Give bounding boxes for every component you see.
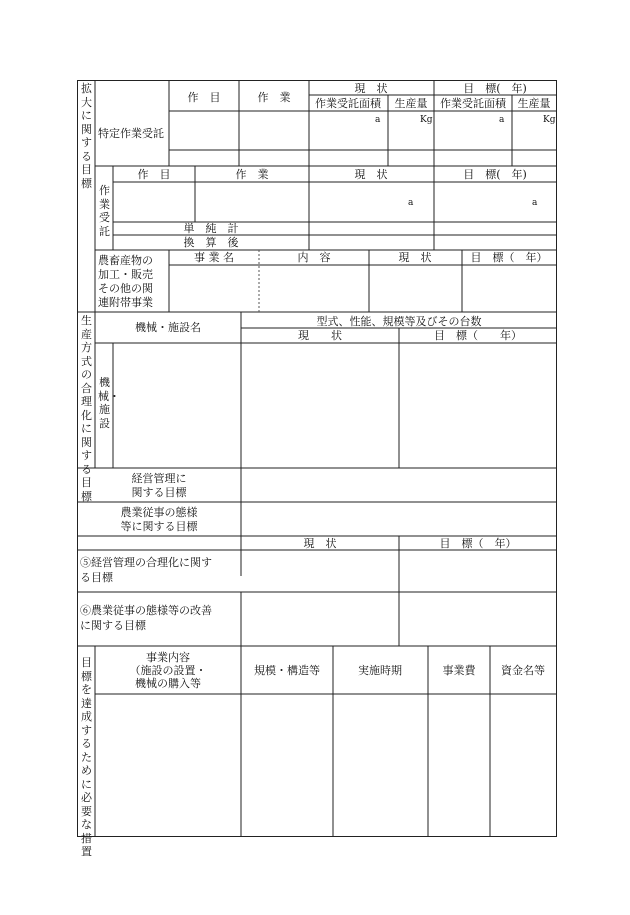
b2-unit-a1: a xyxy=(408,198,414,208)
mid-mokuhyo-header: 目 標（ 年） xyxy=(439,537,517,550)
b1-unit-a2: a xyxy=(499,115,505,125)
jisshi-header: 実施時期 xyxy=(358,664,402,677)
b2-kansan-label: 換 算 後 xyxy=(183,236,239,249)
b1-mokuhyo-header: 目 標( 年) xyxy=(463,82,527,95)
keiei-label-line2: 関する目標 xyxy=(131,486,187,499)
shikin-header: 資金名等 xyxy=(501,664,545,677)
b1-label: 特定作業受託 xyxy=(98,127,164,140)
seisan-side-label: 生産方式の合理化に関する目標 xyxy=(81,314,92,503)
jigyo-naiyo-line2: （施設の設置・ xyxy=(129,664,207,677)
b1-unit-a1: a xyxy=(375,115,381,125)
b1-area1-header: 作業受託面積 xyxy=(315,97,381,110)
sochi-side-label: 目標を達成するために必要な措置 xyxy=(81,656,92,858)
b2-sagyo-header: 作 業 xyxy=(235,168,269,181)
b2-sakumoku-header: 作 目 xyxy=(137,168,171,181)
form-sheet xyxy=(77,80,557,858)
b3-jigyomei-header: 事 業 名 xyxy=(194,251,234,264)
item6-line1: ⑥農業従事の態様等の改善 xyxy=(80,604,212,617)
b1-sakumoku-header: 作 目 xyxy=(187,91,221,104)
top-side-label: 拡大に関する目標 xyxy=(81,82,92,190)
b1-prod1-header: 生産量 xyxy=(394,97,428,110)
b1-prod2-header: 生産量 xyxy=(517,97,551,110)
b3-mokuhyo-header: 目 標（ 年） xyxy=(470,251,548,264)
item6-line2: に関する目標 xyxy=(80,619,146,632)
b1-sagyo-header: 作 業 xyxy=(257,91,291,104)
katashiki-header: 型式、性能、規模等及びその台数 xyxy=(316,315,482,328)
b3-genjo-header: 現 状 xyxy=(398,251,432,264)
jigyohi-header: 事業費 xyxy=(442,664,476,677)
b2-label: 作業受託 xyxy=(99,184,110,238)
b1-unit-kg1: Kg xyxy=(420,115,433,125)
seisan-genjo-header: 現 状 xyxy=(298,329,342,342)
nogyo-label-line2: 等に関する目標 xyxy=(120,520,198,533)
b3-label-line2: 加工・販売 xyxy=(98,268,153,281)
jigyo-naiyo-line1: 事業内容 xyxy=(146,651,190,664)
b2-tanjun-label: 単 純 計 xyxy=(183,222,239,235)
mid-genjo-header: 現 状 xyxy=(303,537,337,550)
item5-line1: ⑤経営管理の合理化に関す xyxy=(80,556,212,569)
kikai-header: 機械・施設名 xyxy=(135,321,201,334)
nogyo-label-line1: 農業従事の態様 xyxy=(120,506,198,519)
item5-line2: る目標 xyxy=(80,571,113,584)
b1-area2-header: 作業受託面積 xyxy=(440,97,506,110)
jigyo-naiyo-line3: 機械の購入等 xyxy=(135,677,201,690)
keiei-label-line1: 経営管理に xyxy=(131,472,187,485)
seisan-mokuhyo-header: 目 標（ 年） xyxy=(434,329,522,342)
b2-genjo-header: 現 状 xyxy=(354,168,388,181)
b3-label-line3: その他の関 xyxy=(98,282,153,295)
b2-unit-a2: a xyxy=(532,198,538,208)
kibo-header: 規模・構造等 xyxy=(254,664,320,677)
b3-label-line1: 農畜産物の xyxy=(98,254,153,267)
b1-unit-kg2: Kg xyxy=(543,115,556,125)
form-grid-lines xyxy=(77,80,557,837)
b3-label-line4: 連附帯事業 xyxy=(98,296,153,309)
b1-genjo-header: 現 状 xyxy=(354,82,388,95)
b2-mokuhyo-header: 目 標( 年) xyxy=(463,168,527,181)
seisan-sub-label: 機械・施設 xyxy=(98,376,120,430)
b3-naiyo-header: 内 容 xyxy=(297,251,331,264)
